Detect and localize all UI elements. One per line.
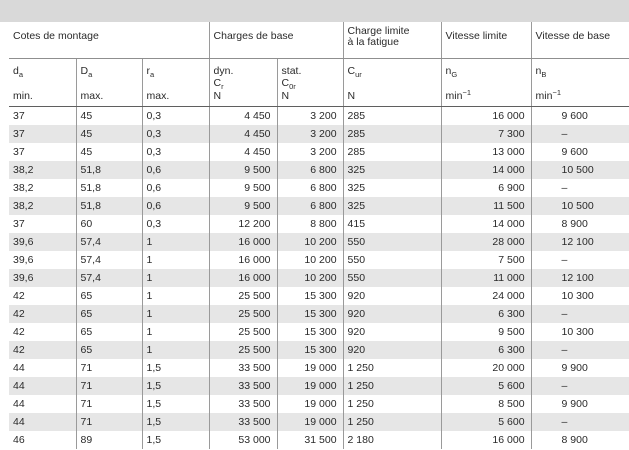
table-cell: 0,6	[142, 197, 209, 215]
unit-cell: max.	[142, 90, 209, 107]
table-cell: 1,5	[142, 395, 209, 413]
symbol-cur: $C_{ur}$	[343, 58, 441, 90]
table-cell: 45	[76, 125, 142, 143]
table-cell: 19 000	[277, 413, 343, 431]
table-cell: 51,8	[76, 197, 142, 215]
header-symbol-row	[9, 58, 629, 90]
table-cell: 9 900	[531, 395, 629, 413]
table-cell: 25 500	[209, 323, 277, 341]
table-cell: 42	[13, 325, 25, 338]
table-cell: 1,5	[142, 431, 209, 449]
table-cell: 57,4	[76, 269, 142, 287]
table-cell: 44	[13, 397, 25, 410]
symbol-ng: $n_G$	[441, 58, 531, 90]
table-cell: 4 450	[209, 125, 277, 143]
table-cell: 16 000	[209, 233, 277, 251]
table-cell: 37	[13, 217, 25, 230]
table-cell: 44	[9, 413, 76, 431]
table-cell: 6 300	[441, 341, 531, 359]
header-cotes-de-montage: Cotes de montage	[9, 22, 209, 58]
table-cell: 12 200	[209, 215, 277, 233]
table-cell: 1	[142, 251, 209, 269]
table-cell: 10 200	[277, 233, 343, 251]
table-cell: 920	[343, 341, 441, 359]
table-cell: 51,8	[76, 161, 142, 179]
table-cell: 1	[142, 341, 209, 359]
table-cell: 550	[343, 269, 441, 287]
table-cell: 1,5	[142, 413, 209, 431]
table-cell: 3 200	[277, 143, 343, 161]
table-row	[9, 197, 629, 215]
table-row	[9, 179, 629, 197]
table-cell: 9 500	[441, 323, 531, 341]
table-cell: 15 300	[277, 287, 343, 305]
table-cell: 285	[343, 143, 441, 161]
table-cell: 38,2	[9, 161, 76, 179]
table-cell: 38,2	[9, 197, 76, 215]
table-cell: 37	[13, 145, 25, 158]
table-cell: 920	[343, 287, 441, 305]
table-cell: 920	[343, 323, 441, 341]
symbol-Da: $D_a$	[76, 58, 142, 90]
unit-cell: max.	[76, 90, 142, 107]
table-cell: 37	[9, 125, 76, 143]
table-cell: 12 100	[531, 269, 629, 287]
table-cell: 45	[76, 143, 142, 161]
table-cell: 6 900	[441, 179, 531, 197]
table-cell: 920	[343, 305, 441, 323]
table-cell: 44	[13, 361, 25, 374]
table-cell: 1	[142, 269, 209, 287]
unit-cell: min.	[9, 90, 76, 107]
table-cell: 1	[142, 323, 209, 341]
table-cell: 65	[76, 341, 142, 359]
symbol-cor: stat. $C_{0r}$	[277, 58, 343, 90]
table-cell: –	[531, 341, 629, 359]
table-cell: 9 500	[209, 197, 277, 215]
table-cell: 16 000	[441, 431, 531, 449]
table-cell: 12 100	[531, 233, 629, 251]
table-cell: 9 900	[531, 359, 629, 377]
table-cell: 1 250	[343, 377, 441, 395]
table-cell: 38,2	[13, 181, 34, 194]
table-cell: 285	[343, 106, 441, 125]
table-cell: 10 200	[277, 269, 343, 287]
unit-cell: N	[343, 90, 441, 107]
table-cell: 65	[76, 323, 142, 341]
table-cell: 10 500	[531, 197, 629, 215]
table-top-band	[0, 0, 629, 22]
table-cell: 57,4	[76, 233, 142, 251]
table-cell: 1 250	[343, 359, 441, 377]
header-charges-de-base: Charges de base	[209, 22, 343, 58]
table-cell: 33 500	[209, 395, 277, 413]
table-cell: 16 000	[209, 251, 277, 269]
table-row	[9, 215, 629, 233]
table-cell: 71	[76, 395, 142, 413]
unit-cell: N	[277, 90, 343, 107]
table-cell: 44	[9, 377, 76, 395]
table-cell: 39,6	[13, 253, 34, 266]
table-row	[9, 161, 629, 179]
table-row	[9, 269, 629, 287]
table-cell: 8 800	[277, 215, 343, 233]
table-cell: 1,5	[142, 359, 209, 377]
table-cell: –	[531, 125, 629, 143]
table-cell: 16 000	[209, 269, 277, 287]
table-row	[9, 305, 629, 323]
table-cell: 8 500	[441, 395, 531, 413]
symbol-da: $d_a$	[13, 64, 24, 79]
table-cell: 42	[9, 305, 76, 323]
table-cell: 16 000	[441, 106, 531, 125]
table-cell: 8 900	[531, 215, 629, 233]
table-cell: 0,6	[142, 179, 209, 197]
symbol-nb: $n_B$	[531, 58, 629, 90]
table-cell: 39,6	[9, 269, 76, 287]
table-cell: 0,3	[142, 106, 209, 125]
table-row	[9, 377, 629, 395]
table-cell: 13 000	[441, 143, 531, 161]
table-cell: 71	[76, 377, 142, 395]
unit-cell: N	[209, 90, 277, 107]
table-cell: 28 000	[441, 233, 531, 251]
table-cell: 10 200	[277, 251, 343, 269]
table-cell: 19 000	[277, 377, 343, 395]
header-vitesse-limite: Vitesse limite	[441, 22, 531, 58]
table-cell: 9 500	[209, 179, 277, 197]
table-cell: 10 500	[531, 161, 629, 179]
table-row	[9, 106, 629, 125]
table-row	[9, 251, 629, 269]
table-cell: 11 500	[441, 197, 531, 215]
table-cell: 3 200	[277, 125, 343, 143]
table-cell: 325	[343, 161, 441, 179]
table-cell: 20 000	[441, 359, 531, 377]
table-cell: 46	[13, 433, 25, 446]
table-cell: 33 500	[209, 377, 277, 395]
table-cell: 39,6	[9, 233, 76, 251]
table-cell: 6 800	[277, 161, 343, 179]
table-cell: 7 500	[441, 251, 531, 269]
table-cell: –	[531, 251, 629, 269]
table-cell: 65	[76, 305, 142, 323]
table-cell: 1 250	[343, 395, 441, 413]
table-row	[9, 143, 629, 161]
table-cell: 1	[142, 233, 209, 251]
table-row	[9, 395, 629, 413]
unit-cell: $\min^{-1}$	[441, 90, 531, 107]
table-cell: 24 000	[441, 287, 531, 305]
table-cell: 53 000	[209, 431, 277, 449]
header-group-row	[9, 22, 629, 58]
bearing-data-table	[9, 22, 629, 449]
table-cell: 4 450	[209, 143, 277, 161]
table-cell: 1	[142, 305, 209, 323]
table-cell: –	[531, 305, 629, 323]
table-row	[9, 125, 629, 143]
table-cell: 0,3	[142, 125, 209, 143]
table-cell: 25 500	[209, 305, 277, 323]
table-row	[9, 287, 629, 305]
table-cell: 60	[76, 215, 142, 233]
table-cell: 325	[343, 179, 441, 197]
table-cell: 51,8	[76, 179, 142, 197]
table-cell: 6 300	[441, 305, 531, 323]
table-cell: 14 000	[441, 215, 531, 233]
table-cell: 10 300	[531, 323, 629, 341]
symbol-cr: dyn. $C_r$	[209, 58, 277, 90]
table-cell: 550	[343, 233, 441, 251]
table-cell: 6 800	[277, 179, 343, 197]
table-cell: 25 500	[209, 287, 277, 305]
table-cell: 4 450	[209, 106, 277, 125]
table-cell: 6 800	[277, 197, 343, 215]
table-cell: 2 180	[343, 431, 441, 449]
table-cell: 3 200	[277, 106, 343, 125]
table-cell: 25 500	[209, 341, 277, 359]
table-cell: 19 000	[277, 359, 343, 377]
table-cell: 9 600	[531, 143, 629, 161]
table-cell: 14 000	[441, 161, 531, 179]
table-cell: 0,3	[142, 215, 209, 233]
table-cell: 45	[76, 106, 142, 125]
table-cell: 7 300	[441, 125, 531, 143]
table-cell: 1,5	[142, 377, 209, 395]
header-vitesse-de-base: Vitesse de base	[531, 22, 629, 58]
table-row	[9, 233, 629, 251]
table-cell: 37	[13, 109, 25, 122]
table-cell: –	[531, 179, 629, 197]
table-cell: 15 300	[277, 341, 343, 359]
table-row	[9, 359, 629, 377]
table-cell: 71	[76, 413, 142, 431]
table-cell: 15 300	[277, 305, 343, 323]
table-cell: 42	[13, 289, 25, 302]
table-row	[9, 431, 629, 449]
table-cell: 9 600	[531, 106, 629, 125]
table-cell: 285	[343, 125, 441, 143]
table-cell: 65	[76, 287, 142, 305]
table-cell: 11 000	[441, 269, 531, 287]
header-charge-limite: Charge limite à la fatigue	[343, 22, 441, 58]
table-cell: 325	[343, 197, 441, 215]
table-cell: 31 500	[277, 431, 343, 449]
table-cell: 1	[142, 287, 209, 305]
table-cell: 415	[343, 215, 441, 233]
table-cell: 10 300	[531, 287, 629, 305]
table-row	[9, 413, 629, 431]
table-cell: 8 900	[531, 431, 629, 449]
table-cell: 19 000	[277, 395, 343, 413]
table-cell: 33 500	[209, 359, 277, 377]
table-cell: 1 250	[343, 413, 441, 431]
table-cell: 71	[76, 359, 142, 377]
table-cell: 5 600	[441, 377, 531, 395]
header-unit-row	[9, 90, 629, 107]
table-cell: 5 600	[441, 413, 531, 431]
table-cell: 89	[76, 431, 142, 449]
table-cell: 33 500	[209, 413, 277, 431]
table-cell: 0,6	[142, 161, 209, 179]
unit-cell: $\min^{-1}$	[531, 90, 629, 107]
table-cell: 42	[9, 341, 76, 359]
table-cell: 550	[343, 251, 441, 269]
symbol-ra: $r_a$	[142, 58, 209, 90]
table-cell: 9 500	[209, 161, 277, 179]
table-row	[9, 323, 629, 341]
table-cell: –	[531, 413, 629, 431]
table-row	[9, 341, 629, 359]
table-cell: 57,4	[76, 251, 142, 269]
table-cell: 0,3	[142, 143, 209, 161]
table-cell: 15 300	[277, 323, 343, 341]
table-cell: –	[531, 377, 629, 395]
